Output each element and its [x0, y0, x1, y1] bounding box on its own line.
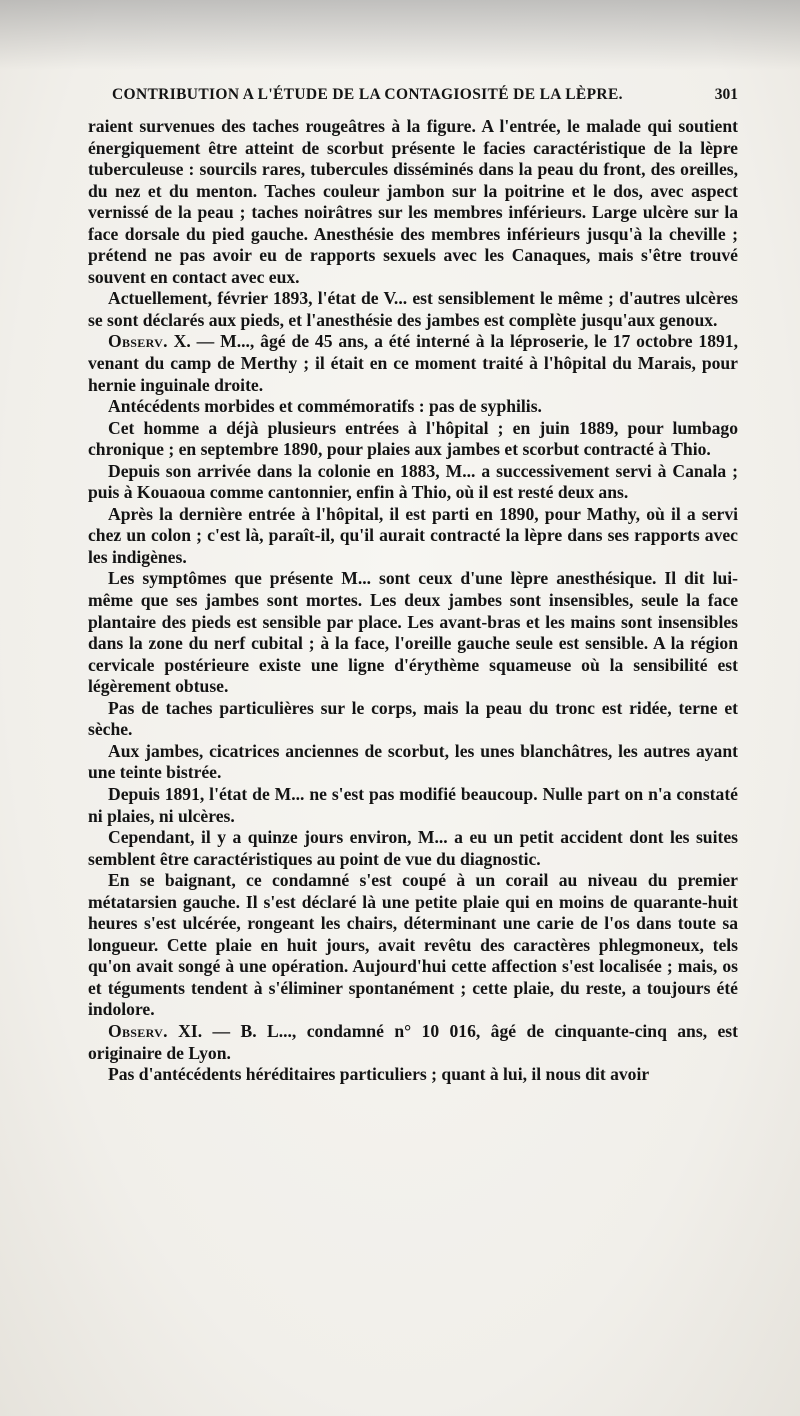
- observation-paragraph: Observ. XI. — B. L..., condamné n° 10 016, âgé de cinquante-cinq ans, est originaire de Lyon.: [88, 1020, 738, 1063]
- observation-label: Observ.: [108, 1020, 168, 1041]
- paragraph: raient survenues des taches rougeâtres à la figure. A l'entrée, le malade qui soutient énergiquement être atteint de scorbut présente le facies caractéristique de la lèpre tuberculeuse : sourcils rares, tubercules disséminés dans la peau du front, des oreilles, du nez et du menton. Taches couleur jambon sur la poitrine et le dos, avec aspect vernissé de la peau ; taches noirâtres sur les membres inférieurs. Large ulcère sur la face dorsale du pied gauche. Anesthésie des membres inférieurs jusqu'à la cheville ; prétend ne pas avoir eu de rapports sexuels avec les Canaques, mais s'être trouvé souvent en contact avec eux.: [88, 116, 738, 287]
- running-title: CONTRIBUTION A L'ÉTUDE DE LA CONTAGIOSITÉ DE LA LÈPRE.: [112, 86, 623, 103]
- paragraph: En se baignant, ce condamné s'est coupé à un corail au niveau du premier métatarsien gauche. Il s'est déclaré là une petite plaie qui en moins de quarante-huit heures s'est ulcérée, rongeant les chairs, déterminant une carie de l'os dans toute sa longueur. Cette plaie en huit jours, avait revêtu des caractères phlegmoneux, tels qu'on avait songé à une opération. Aujourd'hui cette affection s'est localisée ; mais, os et téguments tendent à s'éliminer spontanément ; cette plaie, du reste, a toujours été indolore.: [88, 870, 738, 1020]
- page-number: 301: [714, 86, 738, 103]
- paragraph: Actuellement, février 1893, l'état de V... est sensiblement le même ; d'autres ulcères se sont déclarés aux pieds, et l'anesthésie des jambes est complète jusqu'aux genoux.: [88, 288, 738, 330]
- paragraph: Aux jambes, cicatrices anciennes de scorbut, les unes blanchâtres, les autres ayant une teinte bistrée.: [88, 740, 738, 783]
- paragraph: Après la dernière entrée à l'hôpital, il est parti en 1890, pour Mathy, où il a servi chez un colon ; c'est là, paraît-il, qu'il aurait contracté la lèpre dans ses rapports avec les indigènes.: [88, 503, 738, 567]
- paragraph: Pas de taches particulières sur le corps, mais la peau du tronc est ridée, terne et sèche.: [88, 697, 738, 740]
- body-text: [88, 116, 738, 1086]
- page-shadow: [0, 0, 800, 70]
- observation-label: Observ.: [108, 331, 168, 352]
- paragraph: Cependant, il y a quinze jours environ, M... a eu un petit accident dont les suites semblent être caractéristiques au point de vue du diagnostic.: [88, 827, 738, 869]
- paragraph: Depuis 1891, l'état de M... ne s'est pas modifié beaucoup. Nulle part on n'a constaté ni plaies, ni ulcères.: [88, 783, 738, 826]
- paragraph: Pas d'antécédents héréditaires particuliers ; quant à lui, il nous dit avoir: [108, 1064, 650, 1085]
- running-header: [112, 86, 738, 110]
- paragraph: Depuis son arrivée dans la colonie en 1883, M... a successivement servi à Canala ; puis à Kouaoua comme cantonnier, enfin à Thio, où il est resté deux ans.: [88, 460, 738, 503]
- paragraph: Cet homme a déjà plusieurs entrées à l'hôpital ; en juin 1889, pour lumbago chronique ; en septembre 1890, pour plaies aux jambes et scorbut contracté à Thio.: [88, 417, 738, 460]
- observation-paragraph: Observ. X. — M..., âgé de 45 ans, a été interné à la léproserie, le 17 octobre 1891, venant du camp de Merthy ; il était en ce moment traité à l'hôpital du Marais, pour hernie inguinale droite.: [88, 331, 738, 395]
- paragraph: Les symptômes que présente M... sont ceux d'une lèpre anesthésique. Il dit lui-même que ses jambes sont mortes. Les deux jambes sont insensibles, seule la face plantaire des pieds est sensible par place. Les avant-bras et les mains sont insensibles dans la zone du nerf cubital ; à la face, l'oreille gauche seule est sensible. A la région cervicale postérieure existe une ligne d'érythème squameuse où la sensibilité est légèrement obtuse.: [88, 568, 738, 697]
- paragraph: Antécédents morbides et commémoratifs : pas de syphilis.: [108, 396, 542, 417]
